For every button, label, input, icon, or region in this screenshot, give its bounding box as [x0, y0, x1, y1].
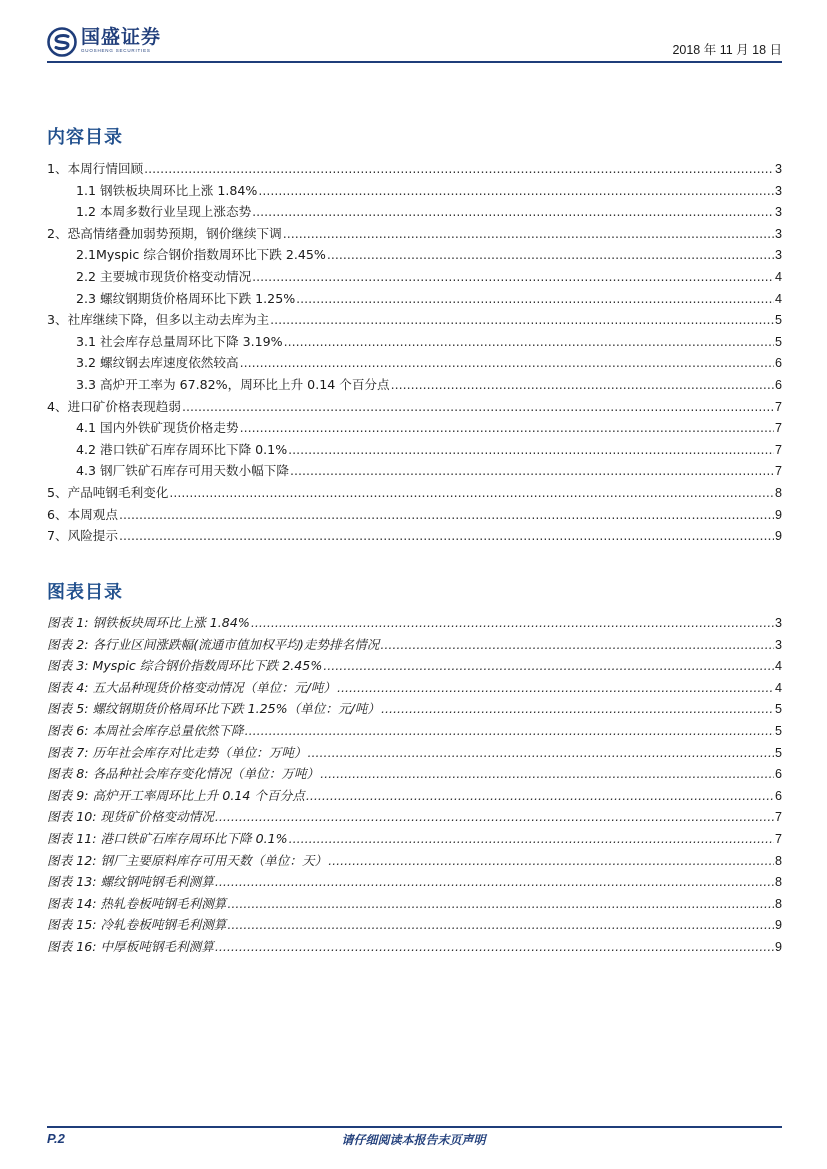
toc-entry[interactable] [47, 396, 782, 418]
entry-page-number: 8 [774, 896, 782, 911]
entry-title: 6、本周观点 [47, 506, 118, 522]
entry-title: 5、产品吨钢毛利变化 [47, 485, 169, 500]
dot-leader [215, 871, 774, 893]
toc-entry[interactable] [47, 223, 782, 245]
figure-entry[interactable] [47, 828, 782, 850]
logo-chinese-name: 国盛证券 [81, 26, 162, 48]
dot-leader [288, 439, 774, 461]
entry-title: 图表 12: 钢厂主要原料库存可用天数（单位：天） [47, 852, 328, 868]
entry-page-number: 9 [774, 529, 782, 544]
entry-page-number: 8 [774, 853, 782, 868]
figure-entry[interactable] [47, 655, 782, 677]
dot-leader [119, 504, 774, 526]
dot-leader [290, 460, 774, 482]
dot-leader [391, 374, 774, 396]
entry-page-number: 5 [774, 313, 782, 328]
toc-entry[interactable] [76, 201, 782, 223]
entry-page-number: 3 [774, 616, 782, 630]
toc-entry[interactable] [76, 266, 782, 288]
entry-page-number: 7 [774, 464, 782, 479]
entry-title: 图表 9: 高炉开工率周环比上升 0.14 个百分点 [47, 787, 305, 803]
toc-entry[interactable] [76, 331, 782, 353]
toc-entry[interactable] [47, 504, 782, 526]
dot-leader [245, 720, 774, 742]
dot-leader [182, 396, 774, 418]
toc-entry[interactable] [76, 352, 782, 374]
entry-title: 7、风险提示 [47, 528, 118, 544]
figures-title: 图表目录 [47, 582, 123, 603]
toc-entry[interactable] [76, 374, 782, 396]
figure-entry[interactable] [47, 785, 782, 807]
figure-entry[interactable] [47, 893, 782, 915]
toc-entry[interactable] [76, 439, 782, 461]
entry-title: 1、本周行情回顾 [47, 161, 144, 176]
footer-rule [47, 1126, 782, 1128]
dot-leader [306, 785, 774, 807]
entry-title: 图表 16: 中厚板吨钢毛利测算 [47, 939, 214, 954]
dot-leader [144, 158, 774, 180]
entry-page-number: 6 [774, 767, 782, 782]
toc-entry[interactable] [76, 244, 782, 266]
figure-entry[interactable] [47, 698, 782, 720]
toc-entry[interactable] [47, 525, 782, 547]
entry-page-number: 7 [774, 442, 782, 457]
entry-page-number: 5 [774, 334, 782, 349]
entry-title: 2.1Myspic 综合钢价指数周环比下跌 2.45% [76, 247, 326, 263]
toc-entry[interactable] [76, 417, 782, 439]
dot-leader [320, 763, 774, 785]
toc-entry[interactable] [47, 309, 782, 331]
dot-leader [240, 417, 774, 439]
dot-leader [227, 914, 774, 936]
logo-english-name: GUOSHENG SECURITIES [81, 48, 151, 53]
figure-entry[interactable] [47, 914, 782, 936]
entry-title: 图表 4: 五大品种现货价格变动情况（单位：元/吨） [47, 679, 336, 695]
entry-page-number: 7 [774, 421, 782, 436]
entry-page-number: 3 [774, 248, 782, 263]
entry-page-number: 3 [774, 637, 782, 652]
page-number: P.2 [47, 1131, 65, 1146]
dot-leader [308, 742, 774, 764]
figure-entry[interactable] [47, 806, 782, 828]
dot-leader [240, 352, 774, 374]
entry-page-number: 4 [774, 291, 782, 306]
entry-title: 3.1 社会库存总量周环比下降 3.19% [76, 333, 283, 349]
dot-leader [251, 612, 774, 634]
entry-title: 3.2 螺纹钢去库速度依然较高 [76, 355, 239, 371]
figure-entry[interactable] [47, 634, 782, 656]
entry-page-number: 7 [774, 399, 782, 414]
entry-page-number: 4 [774, 659, 782, 674]
entry-page-number: 6 [774, 788, 782, 803]
entry-title: 4.1 国内外铁矿现货价格走势 [76, 420, 239, 436]
entry-title: 4.2 港口铁矿石库存周环比下降 0.1% [76, 441, 288, 457]
toc-entry[interactable] [76, 288, 782, 310]
entry-title: 4.3 钢厂铁矿石库存可用天数小幅下降 [76, 463, 289, 479]
figure-entry[interactable] [47, 742, 782, 764]
entry-page-number: 3 [774, 205, 782, 220]
dot-leader [252, 266, 774, 288]
entry-title: 图表 10: 现货矿价格变动情况 [47, 809, 214, 825]
entry-title: 3、社库继续下降，但多以主动去库为主 [47, 312, 270, 328]
entry-title: 图表 3: Myspic 综合钢价指数周环比下跌 2.45% [47, 658, 323, 674]
dot-leader [327, 244, 774, 266]
entry-title: 2.3 螺纹钢期货价格周环比下跌 1.25% [76, 290, 296, 306]
entry-title: 图表 6: 本周社会库存总量依然下降 [47, 723, 244, 738]
entry-title: 1.2 本周多数行业呈现上涨态势 [76, 204, 252, 220]
entry-page-number: 4 [774, 680, 782, 695]
guosheng-logo-icon [47, 27, 77, 57]
entry-title: 图表 7: 历年社会库存对比走势（单位：万吨） [47, 744, 307, 760]
entry-title: 图表 11: 港口铁矿石库存周环比下降 0.1% [47, 831, 288, 846]
dot-leader [296, 288, 774, 310]
dot-leader [227, 893, 774, 915]
entry-title: 图表 8: 各品种社会库存变化情况（单位：万吨） [47, 766, 320, 782]
dot-leader [328, 850, 774, 872]
entry-title: 2、恐高情绪叠加弱势预期，钢价继续下调 [47, 225, 282, 241]
entry-page-number: 7 [774, 832, 782, 846]
dot-leader [119, 525, 774, 547]
dot-leader [289, 828, 774, 850]
dot-leader [337, 677, 774, 699]
entry-title: 3.3 高炉开工率为 67.82%，周环比上升 0.14 个百分点 [76, 377, 390, 392]
entry-title: 图表 14: 热轧卷板吨钢毛利测算 [47, 895, 227, 911]
disclaimer-note: 请仔细阅读本报告末页声明 [341, 1133, 486, 1147]
dot-leader [215, 806, 774, 828]
entry-page-number: 3 [774, 162, 782, 176]
dot-leader [283, 223, 774, 245]
entry-title: 图表 15: 冷轧卷板吨钢毛利测算 [47, 917, 227, 933]
toc-entry[interactable] [47, 482, 782, 504]
page-header [47, 26, 782, 62]
entry-title: 2.2 主要城市现货价格变动情况 [76, 269, 252, 284]
dot-leader [169, 482, 774, 504]
dot-leader [323, 655, 774, 677]
entry-title: 图表 5: 螺纹钢期货价格周环比下跌 1.25%（单位：元/吨） [47, 701, 380, 717]
entry-page-number: 4 [774, 270, 782, 284]
entry-page-number: 5 [774, 745, 782, 760]
entry-title: 图表 13: 螺纹钢吨钢毛利测算 [47, 874, 214, 890]
figure-entry[interactable] [47, 936, 782, 958]
entry-title: 4、进口矿价格表现趋弱 [47, 398, 181, 414]
header-rule [47, 61, 782, 63]
entry-page-number: 8 [774, 486, 782, 500]
figure-entry[interactable] [47, 720, 782, 742]
entry-title: 图表 1: 钢铁板块周环比上涨 1.84% [47, 615, 250, 630]
entry-title: 图表 2: 各行业区间涨跌幅(流通市值加权平均)走势排名情况 [47, 636, 380, 652]
contents-title: 内容目录 [47, 127, 123, 148]
entry-page-number: 3 [774, 226, 782, 241]
entry-page-number: 5 [774, 724, 782, 738]
dot-leader [380, 634, 774, 656]
dot-leader [215, 936, 774, 958]
figure-entry[interactable] [47, 677, 782, 699]
dot-leader [252, 201, 774, 223]
dot-leader [258, 180, 774, 202]
entry-page-number: 9 [774, 940, 782, 954]
entry-page-number: 9 [774, 918, 782, 933]
entry-page-number: 8 [774, 875, 782, 890]
toc-entry[interactable] [76, 460, 782, 482]
dot-leader [381, 698, 774, 720]
entry-page-number: 7 [774, 810, 782, 825]
dot-leader [270, 309, 774, 331]
company-logo [47, 26, 161, 62]
entry-page-number: 9 [774, 507, 782, 522]
entry-title: 1.1 钢铁板块周环比上涨 1.84% [76, 182, 258, 198]
toc-entry[interactable] [47, 158, 782, 180]
entry-page-number: 6 [774, 356, 782, 371]
figure-entry[interactable] [47, 763, 782, 785]
figure-entry[interactable] [47, 612, 782, 634]
figure-entry[interactable] [47, 871, 782, 893]
dot-leader [284, 331, 774, 353]
entry-page-number: 3 [774, 183, 782, 198]
figure-entry[interactable] [47, 850, 782, 872]
entry-page-number: 5 [774, 702, 782, 717]
entry-page-number: 6 [774, 378, 782, 392]
toc-entry[interactable] [76, 180, 782, 202]
report-date: 2018 年 11 月 18 日 [672, 43, 782, 57]
